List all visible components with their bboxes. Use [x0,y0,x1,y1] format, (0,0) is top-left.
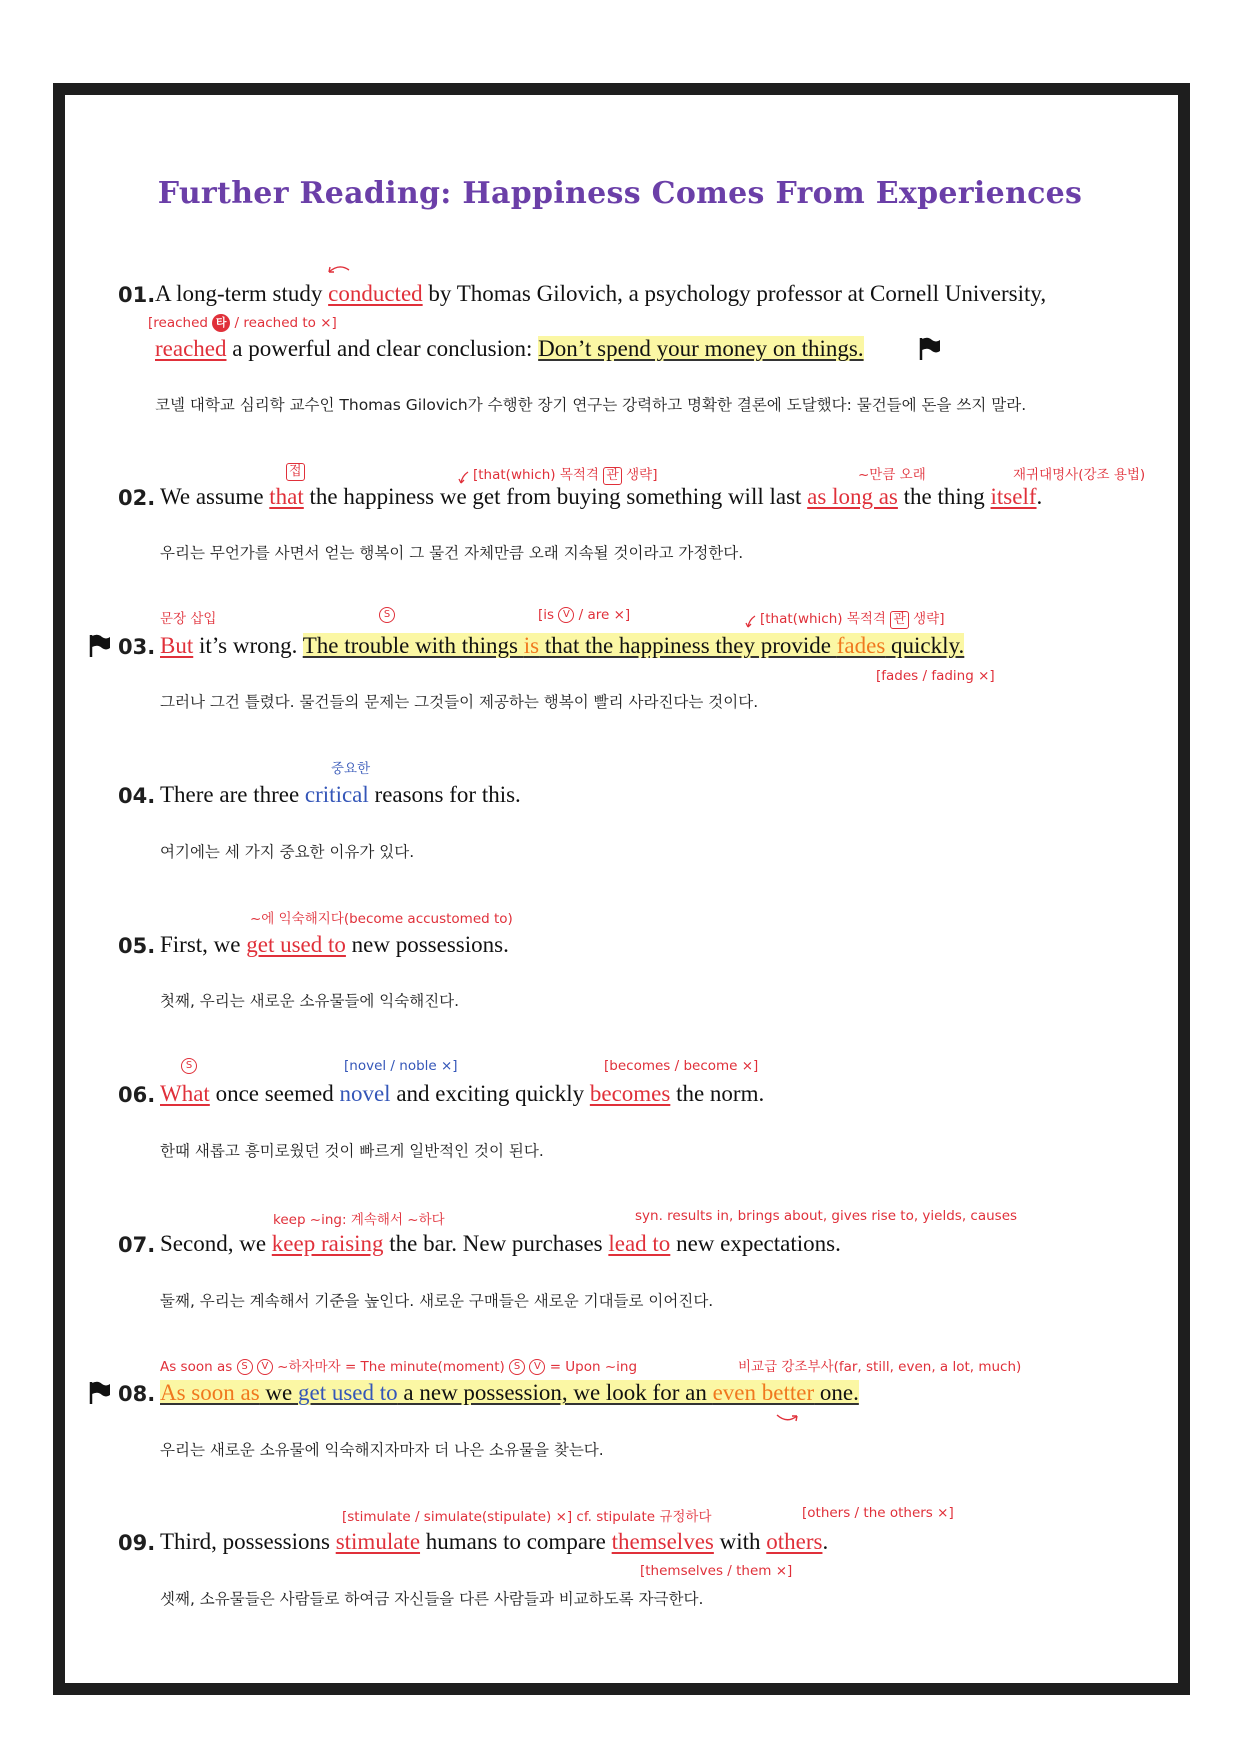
translation-01: 코넬 대학교 심리학 교수인 Thomas Gilovich가 수행한 장기 연구는 강력하고 명확한 결론에 도달했다: 물건들에 돈을 쓰지 말라. [155,396,1027,414]
arc-arrow-icon [326,262,352,274]
flag-icon [88,634,110,658]
translation-06: 한때 새롭고 흥미로웠던 것이 빠르게 일반적인 것이 된다. [160,1142,544,1160]
note-stimulate: [stimulate / simulate(stipulate) ×] cf. stipulate 규정하다 [342,1509,712,1525]
note-critical: 중요한 [331,761,371,777]
note-novel: [novel / noble ×] [344,1058,458,1074]
item-number: 03. [118,635,156,659]
flag-icon [918,337,940,361]
note-get: ~에 익숙해지다(become accustomed to) [250,911,513,927]
flag-icon [88,1381,110,1405]
translation-04: 여기에는 세 가지 중요한 이유가 있다. [160,843,415,861]
sentence-07: Second, we keep raising the bar. New purchases lead to new expectations. [160,1231,841,1256]
note-themselves: [themselves / them ×] [640,1563,793,1579]
translation-08: 우리는 새로운 소유물에 익숙해지자마자 더 나은 소유물을 찾는다. [160,1441,604,1459]
highlight-01: Don’t spend your money on things. [538,336,864,361]
item-number: 07. [118,1233,156,1257]
translation-09: 셋째, 소유물들은 사람들로 하여금 자신들을 다른 사람들과 비교하도록 자극한다. [160,1590,704,1608]
note-itself: 재귀대명사(강조 용법) [1013,467,1146,483]
sentence-09: Third, possessions stimulate humans to compare themselves with others. [160,1529,829,1554]
sentence-08 [160,1380,859,1406]
word-conducted: conducted [328,281,423,306]
arc-arrow-icon [745,614,759,630]
sentence-06: What once seemed novel and exciting quickly becomes the norm. [160,1081,765,1106]
note-keep: keep ~ing: 계속해서 ~하다 [273,1212,445,1228]
translation-03: 그러나 그건 틀렸다. 물건들의 문제는 그것들이 제공하는 행복이 빨리 사라진다는 것이다. [160,693,759,711]
word-reached: reached [155,336,227,361]
badge-ta: 타 [212,314,230,332]
sentence-03: But it’s wrong. The trouble with things is that the happiness they provide fades quickly. [160,633,965,658]
note-becomes: [becomes / become ×] [604,1058,759,1074]
sentence-05: First, we get used to new possessions. [160,932,509,957]
item-number: 04. [118,784,156,808]
note-that-box: 접 [286,463,305,481]
note-but: 문장 삽입 [160,611,217,627]
highlight-08: As soon as we get used to a new possession, we look for an even better one. [160,1380,859,1405]
note-lead: syn. results in, brings about, gives rise to, yields, causes [635,1208,1018,1224]
note-fades: [fades / fading ×] [876,668,995,684]
page-title: Further Reading: Happiness Comes From Experiences [157,176,1083,211]
translation-02: 우리는 무언가를 사면서 얻는 행복이 그 물건 자체만큼 오래 지속될 것이라고 가정한다. [160,544,744,562]
translation-07: 둘째, 우리는 계속해서 기준을 높인다. 새로운 구매들은 새로운 기대들로 이어진다. [160,1292,714,1310]
item-number: 02. [118,486,156,510]
item-number: 01. [118,283,156,307]
sentence-02: We assume that the happiness we get from buying something will last as long as the thing itself. [160,484,1043,509]
item-number: 06. [118,1083,156,1107]
note-omit-03: [that(which) 목적격 관 생략] [760,611,945,627]
note-even: 비교급 강조부사(far, still, even, a lot, much) [738,1359,1022,1375]
note-s-03: S [379,607,395,623]
note-s-06: S [181,1058,197,1074]
note-omit-02: [that(which) 목적격 관 생략] [473,467,658,483]
item-number: 08. [118,1382,156,1406]
arc-arrow-icon [774,1412,800,1424]
item-number: 09. [118,1531,156,1555]
note-reached: [reached 타 / reached to ×] [148,315,337,331]
note-assoonas: As soon as S V ~하자마자 = The minute(moment) S V = Upon ~ing [160,1359,638,1375]
note-others: [others / the others ×] [802,1505,954,1521]
highlight-03: The trouble with things is that the happiness they provide fades quickly. [302,633,965,658]
sentence-01-line2: reached a powerful and clear conclusion: Don’t spend your money on things. [155,336,864,361]
note-is: [is V / are ×] [538,607,631,623]
note-aslong: ~만큼 오래 [858,467,926,483]
item-number: 05. [118,934,156,958]
sentence-01-line1: A long-term study conducted by Thomas Gilovich, a psychology professor at Cornell University, [155,281,1047,306]
sentence-04: There are three critical reasons for this. [160,782,521,807]
translation-05: 첫째, 우리는 새로운 소유물들에 익숙해진다. [160,992,460,1010]
